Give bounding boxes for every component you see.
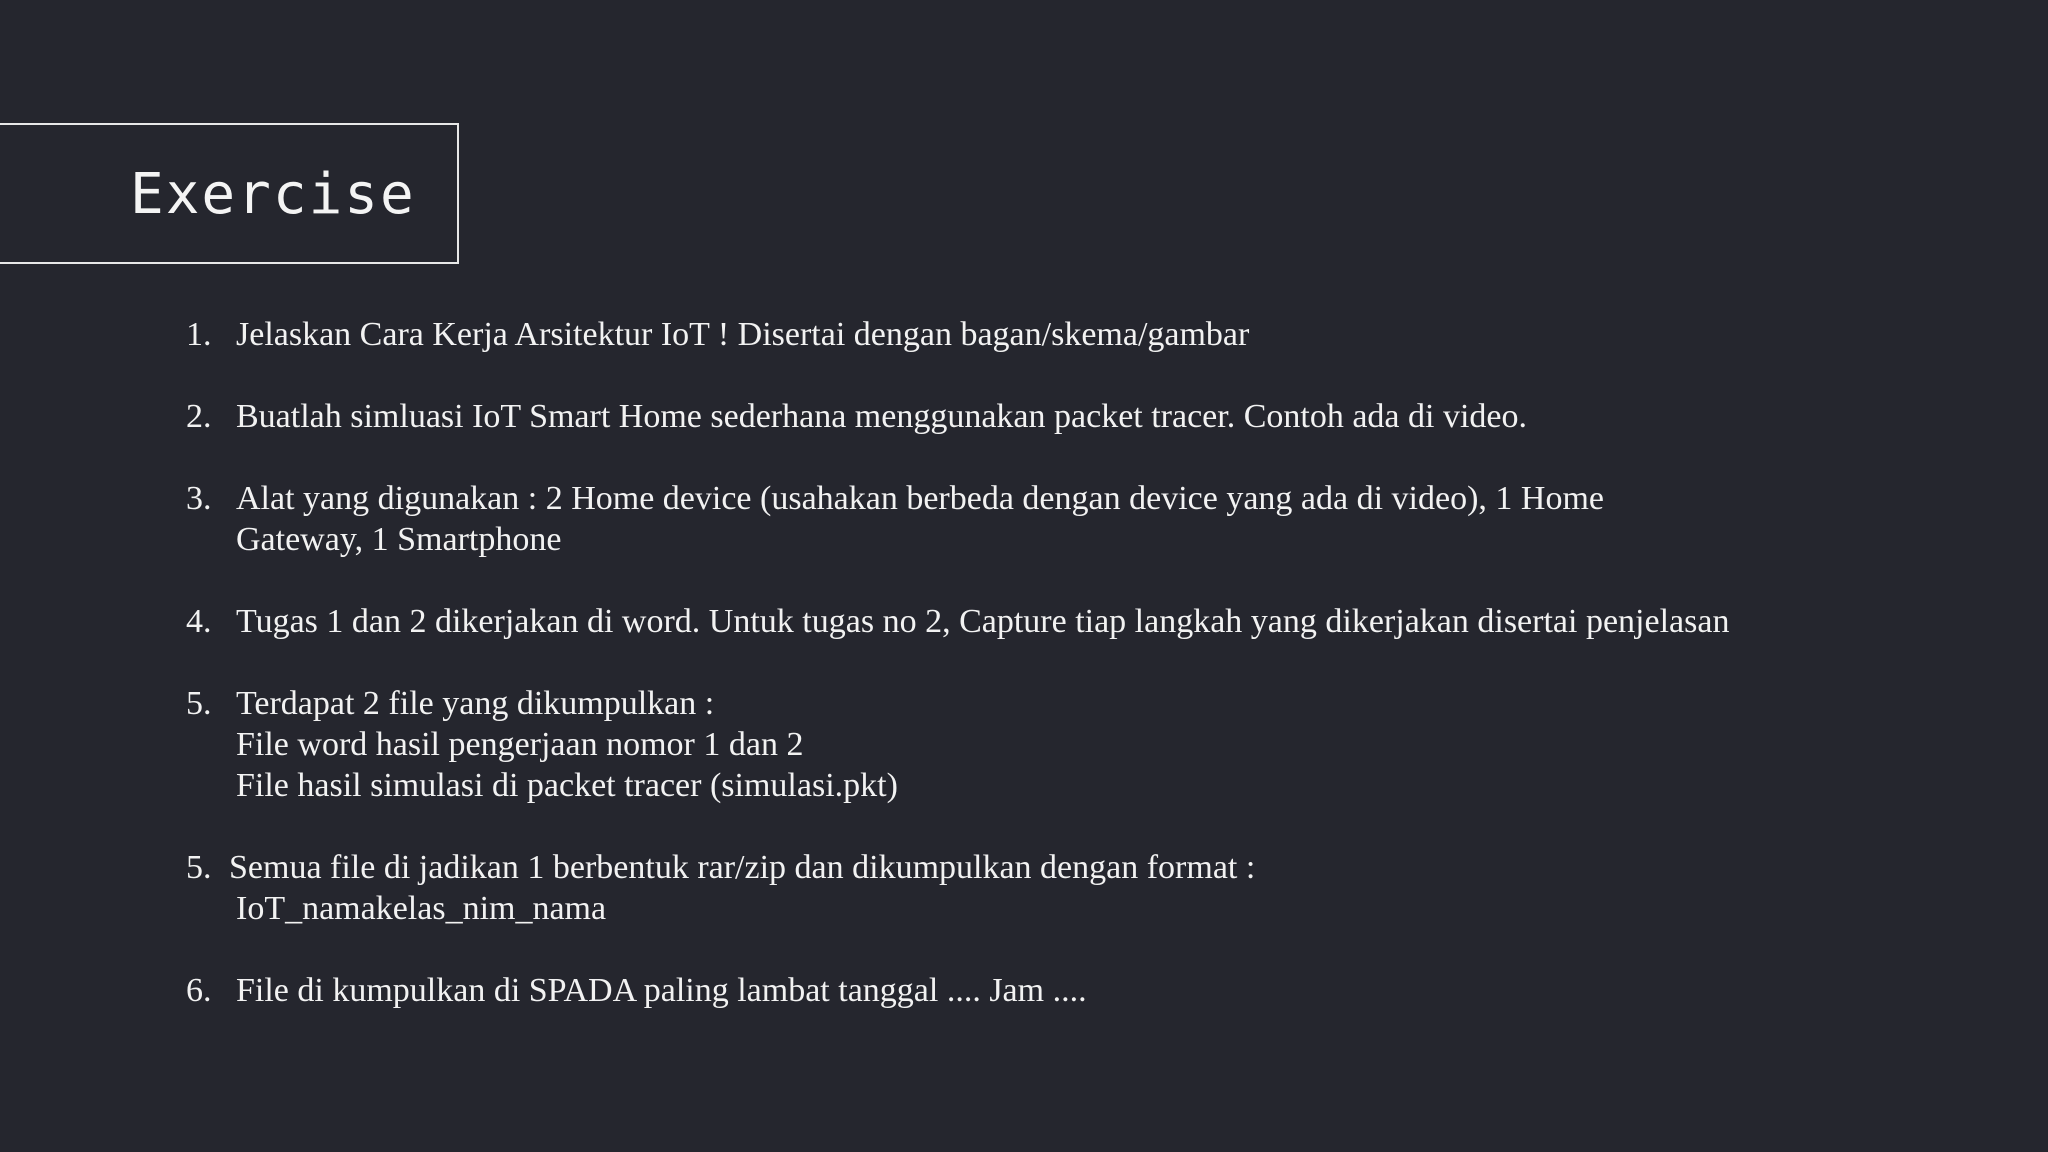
item-text [236,683,898,806]
item-number: 5. [186,849,212,886]
item-line: File word hasil pengerjaan nomor 1 dan 2 [236,726,804,763]
item-number: 1. [186,316,212,353]
item-line: Buatlah simluasi IoT Smart Home sederhana menggunakan packet tracer. Contoh ada di video. [236,398,1528,435]
item-line: File hasil simulasi di packet tracer (simulasi.pkt) [236,767,898,804]
slide-title: Exercise [130,162,416,227]
item-line: Semua file di jadikan 1 berbentuk rar/zip dan dikumpulkan dengan format : [229,849,1256,886]
item-number: 6. [186,972,212,1009]
item-text [236,314,1249,355]
item-text [236,601,1729,642]
item-line: Jelaskan Cara Kerja Arsitektur IoT ! Disertai dengan bagan/skema/gambar [236,316,1250,353]
item-text [229,847,1255,929]
item-number: 5. [186,685,212,722]
item-number: 2. [186,398,212,435]
item-line: Tugas 1 dan 2 dikerjakan di word. Untuk tugas no 2, Capture tiap langkah yang dikerjakan disertai penjelasan [236,603,1730,640]
item-line: Gateway, 1 Smartphone [236,521,562,558]
item-line: Alat yang digunakan : 2 Home device (usahakan berbeda dengan device yang ada di video), 1 Home [236,480,1605,517]
item-line: Terdapat 2 file yang dikumpulkan : [236,685,715,722]
item-line: IoT_namakelas_nim_nama [236,890,607,927]
item-number: 4. [186,603,212,640]
item-text [236,396,1527,437]
item-number: 3. [186,480,212,517]
item-line: File di kumpulkan di SPADA paling lambat tanggal .... Jam .... [236,972,1087,1009]
item-text [236,478,1604,560]
item-text [236,970,1087,1011]
